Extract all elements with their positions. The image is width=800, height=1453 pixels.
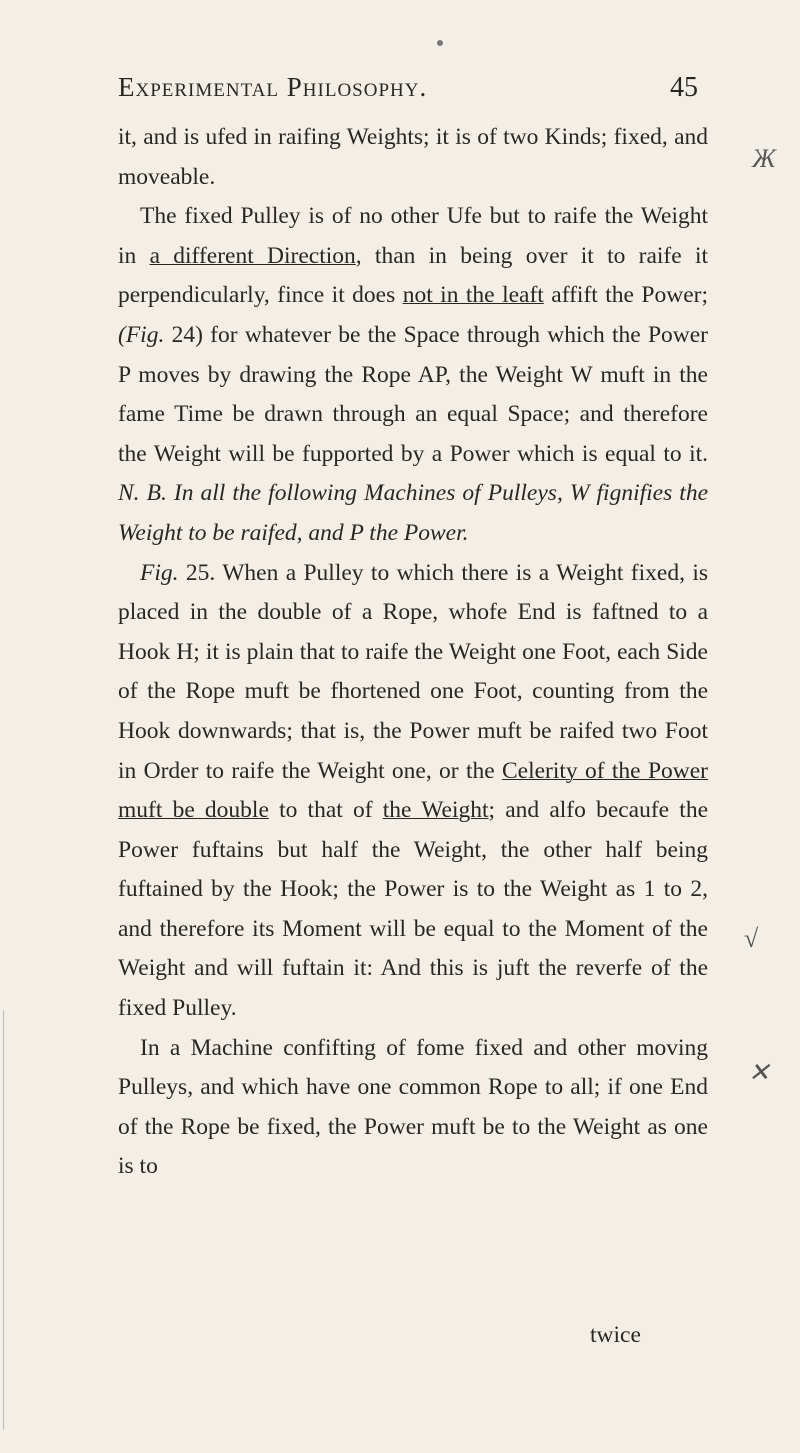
text-run: affift the Power;: [543, 282, 708, 309]
text-run: Fig.: [140, 559, 179, 586]
text-run: ; and alfo becaufe the Power fuftains but half the Weight, the other half being fuftained by the Hook; the Power is to the Weight as 1 to 2, and therefore its Moment will be equal to the Moment of the Weight and will fuftain it: And this is juft the reverfe of the fixed Pulley.: [118, 797, 709, 1022]
catchword: twice: [590, 1322, 641, 1348]
ink-dot: [437, 40, 443, 46]
text-run: 25. When a Pulley to which there is a Weight fixed, is placed in the double of a Rope, whofe End is faftned to a Hook H; it is plain that to raife the Weight one Foot, each Side of the Rope muft be fhortened one Foot, counting from the Hook downwards; that is, the Power muft be raifed two Foot in Order to raife the Weight one, or the: [118, 559, 708, 784]
running-header: [118, 72, 698, 112]
text-run: 24) for whatever be the Space through which the Power P moves by drawing the Rope AP, the Weight W muft in the fame Time be drawn through an equal Space; and therefore the Weight will be fupported by a Power which is equal to it.: [118, 321, 708, 467]
page-edge-line: [3, 1010, 4, 1430]
text-run: In a Machine confifting of fome fixed and other moving Pulleys, and which have one common Rope to all; if one End of the Rope be fixed, the Power muft be to the Weight as one is to: [118, 1034, 708, 1180]
text-run: it, and is ufed in raifing Weights; it is of two Kinds; fixed, and moveable.: [118, 124, 708, 190]
text-run: (Fig.: [118, 321, 165, 348]
text-run: Celerity of the Power muft be double: [118, 757, 708, 824]
text-run: a different Direction: [149, 242, 356, 269]
text-run: not in the leaft: [402, 282, 544, 309]
paragraph-3: [118, 554, 708, 1029]
text-run: N. B. In all the following Machines of Pulleys, W fignifies the Weight to be raifed, and P the Power.: [118, 480, 708, 546]
paragraph-4: [118, 1029, 708, 1187]
margin-annotation-2: √: [744, 924, 759, 953]
text-run: to that of: [268, 797, 383, 824]
body-text: [118, 118, 708, 1187]
margin-annotation-1: Ж: [752, 144, 776, 173]
running-title: Experimental Philosophy.: [118, 72, 428, 102]
paragraph-2: [118, 197, 708, 553]
text-run: the Weight: [382, 797, 489, 824]
page-number: 45: [670, 72, 698, 103]
margin-annotation-3: ✕: [748, 1058, 770, 1087]
text-run: The fixed Pulley is of no other Ufe but to raife the Weight in: [118, 203, 708, 269]
text-run: , than in being over it to raife it perpendicularly, fince it does: [118, 242, 708, 309]
paragraph-1: [118, 118, 708, 197]
